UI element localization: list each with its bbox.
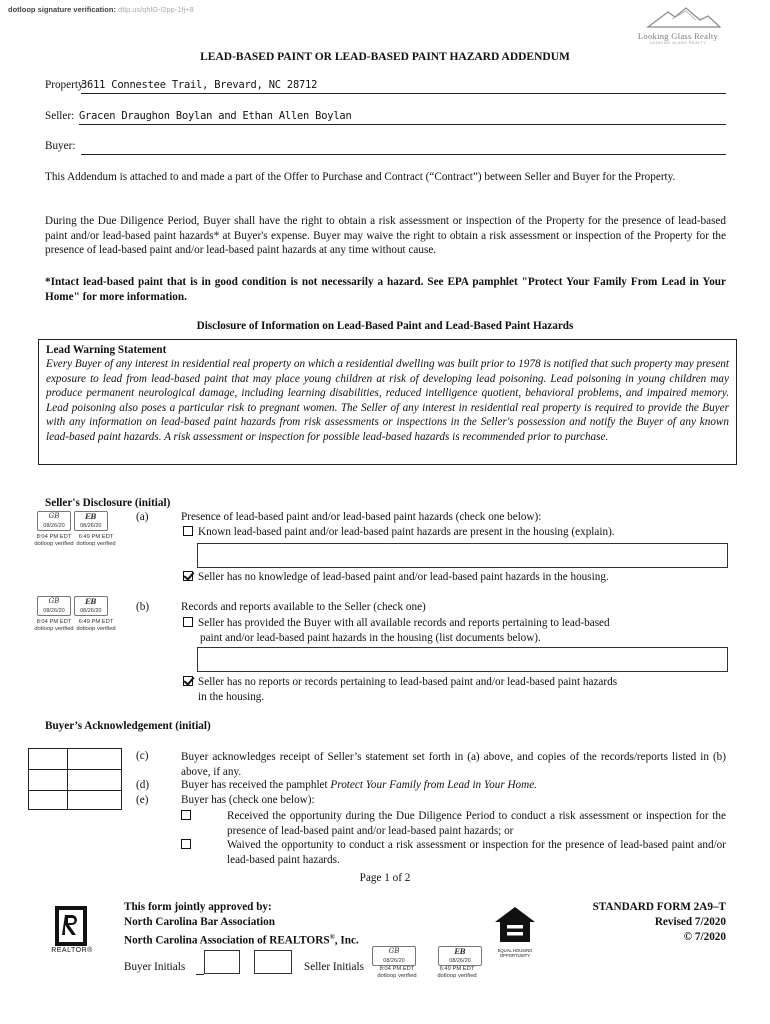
item-b-text: Records and reports available to the Seller (check one) [181, 601, 426, 613]
warning-title: Lead Warning Statement [46, 344, 167, 356]
checkbox-no-records[interactable] [183, 676, 193, 686]
item-b-option-provided[interactable] [183, 616, 610, 646]
approved-line2: North Carolina Bar Association [124, 916, 275, 928]
signature-verification [8, 5, 194, 14]
seller-row [45, 110, 726, 126]
initial-stamp: GB 08/26/20 [37, 511, 71, 531]
realtor-r-icon [54, 905, 88, 947]
item-a-text: Presence of lead-based paint and/or lead-based paint hazards (check one below): [181, 511, 542, 523]
option-no-records-line1: Seller has no reports or records pertaining to lead-based paint and/or lead-based paint hazards [198, 676, 618, 688]
buyer-ack-heading: Buyer’s Acknowledgement (initial) [45, 720, 211, 732]
item-a-letter: (a) [136, 511, 149, 523]
equal-housing-text: EQUAL HOUSING OPPORTUNITY [497, 948, 533, 958]
buyer-initial-e2[interactable] [68, 791, 121, 811]
property-value: 3611 Connestee Trail, Brevard, NC 28712 [81, 79, 318, 91]
item-b-letter: (b) [136, 601, 150, 613]
disclosure-heading: Disclosure of Information on Lead-Based Paint and Lead-Based Paint Hazards [196, 320, 574, 332]
explain-textbox[interactable] [197, 543, 728, 568]
item-d-text-pre: Buyer has received the pamphlet [181, 779, 331, 791]
pamphlet-title: Protect Your Family from Lead in Your Home. [330, 779, 537, 791]
buyer-field[interactable] [81, 140, 726, 155]
registered-mark: ® [329, 933, 335, 941]
checkbox-known-paint[interactable] [183, 526, 193, 536]
realtor-mark-text: REALTOR® [51, 947, 93, 954]
initial-stamp: EB 08/26/20 [74, 596, 108, 616]
initial-stamp: EB 08/26/20 [438, 946, 482, 966]
checkbox-records-provided[interactable] [183, 617, 193, 627]
approved-line3-end: , Inc. [334, 934, 359, 947]
item-e-text: Buyer has (check one below): [181, 794, 315, 806]
item-b-option-no-records[interactable] [183, 675, 617, 705]
stamp-time: 6:49 PM EDT [78, 619, 114, 625]
seller-initials-b [33, 596, 125, 632]
company-logo [628, 6, 728, 46]
footer-initials-row [124, 947, 484, 990]
page-number: Page 1 of 2 [359, 872, 411, 884]
lead-warning-box [38, 339, 737, 465]
form-revised: Revised 7/2020 [654, 916, 726, 928]
option-waived-label: Waived the opportunity to conduct a risk assessment or inspection for the presence of lead-based paint and/or lead-based paint hazards. [227, 839, 726, 866]
buyer-initial-c2[interactable] [68, 749, 121, 769]
seller-initials-a [33, 511, 125, 547]
stamp-time: 8:04 PM EDT [36, 619, 72, 625]
seller-label: Seller: [45, 110, 75, 122]
stamp-verified: dotloop verified [377, 972, 417, 979]
option-known-label: Known lead-based paint and/or lead-based paint hazards are present in the housing (explain). [198, 526, 615, 538]
seller-field[interactable] [79, 110, 726, 125]
stamp-time: 6:49 PM EDT [439, 966, 475, 972]
option-provided-line1: Seller has provided the Buyer with all available records and reports pertaining to lead-based [198, 617, 610, 629]
stamp-time: 8:04 PM EDT [36, 534, 72, 540]
stamp-time: 8:04 PM EDT [379, 966, 415, 972]
logo-name: Looking Glass Realty [637, 31, 719, 41]
approved-line1: This form jointly approved by: [124, 901, 272, 913]
page-title: LEAD-BASED PAINT OR LEAD-BASED PAINT HAZARD ADDENDUM [200, 51, 570, 63]
buyer-initial-c1[interactable] [29, 749, 67, 769]
stamp-verified: dotloop verified [437, 972, 477, 979]
item-d-letter: (d) [136, 779, 150, 791]
realtor-logo [46, 905, 98, 961]
item-e-option-received[interactable] [181, 809, 726, 838]
option-provided-line2: paint and/or lead-based paint hazards in the housing (list documents below). [200, 632, 541, 644]
item-c-text: Buyer acknowledges receipt of Seller’s statement set forth in (a) above, and copies of the records/reports listed in (b) above, if any. [181, 751, 726, 778]
seller-disclosure-heading: Seller's Disclosure (initial) [45, 497, 171, 509]
buyer-row [45, 140, 726, 156]
equal-housing-logo [492, 905, 538, 958]
equal-housing-icon [492, 905, 538, 945]
stamp-verified: dotloop verified [76, 625, 116, 632]
form-info [560, 900, 726, 945]
verification-label: dotloop signature verification: [8, 5, 116, 14]
item-e-option-waived[interactable] [181, 838, 726, 867]
seller-initials-stamps [372, 946, 482, 979]
form-copyright: © 7/2020 [683, 931, 726, 943]
mountain-logo-icon [628, 6, 728, 28]
buyer-initial-e1[interactable] [29, 791, 67, 811]
buyer-initials-label: Buyer Initials [124, 961, 186, 973]
verification-link[interactable]: dtlp.us/qhlG-l2pp-1fj+8 [118, 5, 194, 14]
stamp-verified: dotloop verified [34, 625, 74, 632]
option-no-records-line2: in the housing. [198, 691, 265, 703]
option-no-knowledge-label: Seller has no knowledge of lead-based paint and/or lead-based paint hazards in the housing. [198, 571, 609, 583]
item-d-text [181, 779, 537, 791]
approved-line3: North Carolina Association of REALTORS [124, 934, 330, 947]
due-diligence-paragraph: During the Due Diligence Period, Buyer shall have the right to obtain a risk assessment or inspection of the Property for the presence of lead-based paint and/or lead-based paint hazards* at Buyer's expense. Buyer may waive the right to obtain a risk assessment or inspection of the Property for the presence of lead-based paint and/or lead-based paint hazards at any time without cause. [45, 215, 726, 256]
intact-paint-note: *Intact lead-based paint that is in good condition is not necessarily a hazard. See EPA pamphlet "Protect Your Family From Lead in Your Home" for more information. [45, 276, 726, 303]
logo-subtext: LOOKING GLASS REALTY [649, 41, 707, 45]
buyer-initials-grid [28, 748, 122, 810]
buyer-initial-footer-2[interactable] [254, 950, 292, 974]
initial-stamp: GB 08/26/20 [372, 946, 416, 966]
stamp-verified: dotloop verified [34, 540, 74, 547]
option-received-label: Received the opportunity during the Due Diligence Period to conduct a risk assessment or inspection for the presence of lead-based paint and/or lead-based paint hazards; or [227, 810, 726, 837]
buyer-label: Buyer: [45, 140, 76, 152]
item-e-letter: (e) [136, 794, 149, 806]
property-label: Property: [45, 79, 87, 91]
addendum-paragraph: This Addendum is attached to and made a part of the Offer to Purchase and Contract (“Contract”) between Seller and Buyer for the Property. [45, 171, 676, 183]
property-field[interactable] [81, 79, 726, 94]
buyer-initial-footer-1[interactable] [204, 950, 240, 974]
item-c-letter: (c) [136, 750, 149, 762]
item-a-option-no-knowledge[interactable] [183, 571, 609, 583]
seller-initials-label: Seller Initials [304, 961, 364, 973]
initial-stamp: EB 08/26/20 [74, 511, 108, 531]
seller-value: Gracen Draughon Boylan and Ethan Allen Boylan [79, 110, 352, 122]
stamp-time: 6:49 PM EDT [78, 534, 114, 540]
buyer-initial-d1[interactable] [29, 770, 67, 790]
buyer-initial-d2[interactable] [68, 770, 121, 790]
documents-textbox[interactable] [197, 647, 728, 672]
checkbox-waived[interactable] [181, 839, 191, 849]
item-a-option-known[interactable] [183, 526, 615, 538]
checkbox-received[interactable] [181, 810, 191, 820]
form-number: STANDARD FORM 2A9–T [592, 901, 726, 913]
property-row [45, 79, 726, 95]
stamp-verified: dotloop verified [76, 540, 116, 547]
approval-block [124, 900, 359, 949]
initial-stamp: GB 08/26/20 [37, 596, 71, 616]
warning-body: Every Buyer of any interest in residential real property on which a residential dwelling was built prior to 1978 is notified that such property may present exposure to lead from lead-based paint that may place young children at risk of developing lead poisoning. Lead poisoning in young children may produce permanent neurological damage, including learning disabilities, reduced intelligence quotient, behavioral problems, and impaired memory. Lead poisoning also poses a particular risk to pregnant women. The Seller of any interest in residential real property is required to provide the Buyer with any information on lead-based paint hazards from risk assessments or inspections in the Seller's possession and notify the Buyer of any known lead-based paint hazards. A risk assessment or inspection for possible lead-based hazards is recommended prior to purchase. [46, 358, 729, 443]
checkbox-no-knowledge[interactable] [183, 571, 193, 581]
